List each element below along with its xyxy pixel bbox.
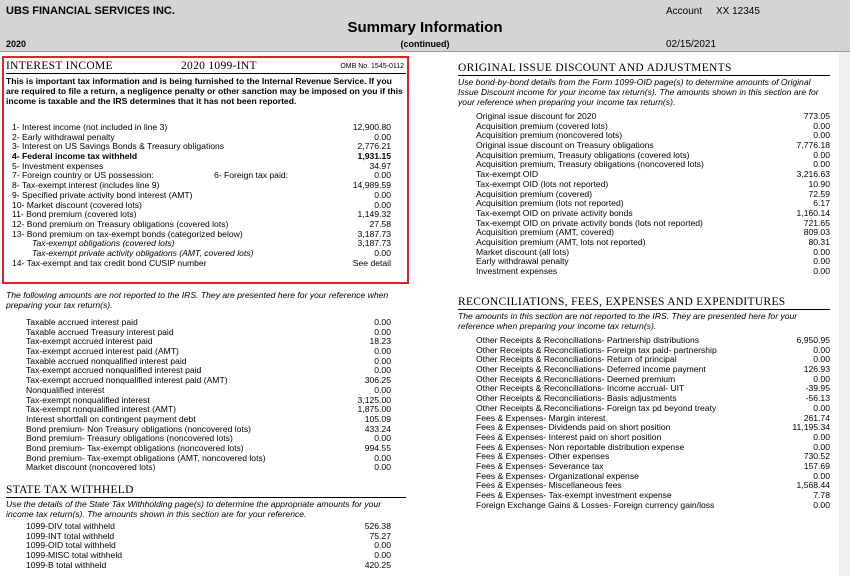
oid-value: 0.00	[813, 159, 830, 170]
vertical-scrollbar[interactable]	[839, 52, 850, 576]
not-reported-label: Interest shortfall on contingent payment debt	[26, 413, 196, 424]
omb-number: OMB No. 1545-0112	[340, 63, 404, 70]
not-reported-label: Taxable accrued Treasury interest paid	[26, 326, 174, 337]
oid-rows	[458, 112, 830, 277]
state-tax-label: 1099-OID total withheld	[26, 540, 116, 551]
recon-value: 0.00	[813, 354, 830, 365]
not-reported-label: Taxable accrued nonqualified interest paid	[26, 355, 187, 366]
section-rule	[6, 497, 406, 498]
oid-label: Original issue discount on Treasury obligations	[476, 140, 654, 151]
section-rule	[458, 309, 830, 310]
recon-rows	[458, 336, 830, 510]
interest-label: 2- Early withdrawal penalty	[12, 131, 115, 142]
oid-label: Acquisition premium (noncovered lots)	[476, 130, 623, 141]
recon-value: 0.00	[813, 373, 830, 384]
recon-value: 0.00	[813, 441, 830, 452]
recon-value: 0.00	[813, 402, 830, 413]
not-reported-label: Tax-exempt accrued interest paid (AMT)	[26, 346, 179, 357]
not-reported-rows	[6, 318, 406, 473]
recon-label: Other Receipts & Reconciliations- Deemed premium	[476, 373, 676, 384]
state-tax-label: 1099-INT total withheld	[26, 530, 115, 541]
interest-value: 0.00	[374, 170, 391, 181]
recon-label: Other Receipts & Reconciliations- Income accrual- UIT	[476, 383, 685, 394]
not-reported-value: 0.00	[374, 384, 391, 395]
oid-value: 0.00	[813, 120, 830, 131]
recon-label: Fees & Expenses- Organizational expense	[476, 470, 639, 481]
page-title: Summary Information	[347, 19, 503, 36]
oid-section	[458, 62, 830, 277]
interest-label: 10- Market discount (covered lots)	[12, 199, 142, 210]
not-reported-value: 0.00	[374, 355, 391, 366]
recon-label: Other Receipts & Reconciliations- Partnership distributions	[476, 335, 700, 345]
not-reported-label: Tax-exempt nonqualified interest	[26, 394, 150, 405]
state-tax-rows	[6, 522, 406, 570]
state-tax-section	[6, 484, 406, 570]
oid-label: Tax-exempt OID on private activity bonds	[476, 207, 633, 218]
oid-value: 0.00	[813, 256, 830, 267]
not-reported-value: 433.24	[364, 423, 391, 434]
interest-label: 11- Bond premium (covered lots)	[12, 209, 137, 220]
section-rule	[6, 73, 406, 74]
oid-label: Tax-exempt OID (lots not reported)	[476, 178, 609, 189]
not-reported-label: Bond premium- Tax-exempt obligations (noncovered lots)	[26, 442, 244, 453]
oid-label: Acquisition premium, Treasury obligations (covered lots)	[476, 149, 690, 160]
interest-income-title: INTEREST INCOME	[6, 60, 113, 72]
page-header	[0, 0, 850, 52]
interest-label: 13- Bond premium on tax-exempt bonds (categorized below)	[12, 228, 243, 239]
oid-label: Investment expenses	[476, 266, 558, 276]
not-reported-value: 18.23	[369, 336, 391, 347]
recon-value: -39.95	[805, 383, 830, 394]
interest-label: 4- Federal income tax withheld	[12, 151, 138, 162]
recon-label: Other Receipts & Reconciliations- Foreign tax pd beyond treaty	[476, 402, 717, 413]
state-tax-note: Use the details of the State Tax Withholding page(s) to determine the appropriate amounts for your income tax return(s). The amounts shown in this section are for your reference.	[6, 499, 382, 519]
state-tax-title: STATE TAX WITHHELD	[6, 484, 134, 496]
recon-section	[458, 296, 830, 510]
interest-value: See detail	[352, 257, 391, 268]
not-reported-label: Taxable accrued interest paid	[26, 317, 138, 327]
not-reported-label: Tax-exempt nonqualified interest (AMT)	[26, 404, 176, 415]
recon-label: Fees & Expenses- Interest paid on short position	[476, 431, 662, 442]
oid-label: Acquisition premium, Treasury obligations (noncovered lots)	[476, 159, 704, 170]
recon-value: 0.00	[813, 344, 830, 355]
account-number: XX 12345	[716, 6, 760, 17]
interest-extra-label: 6- Foreign tax paid:	[214, 170, 289, 181]
oid-label: Market discount (all lots)	[476, 246, 570, 257]
oid-value: 3,216.63	[796, 169, 830, 180]
tax-year: 2020	[6, 39, 27, 49]
oid-value: 773.05	[803, 111, 830, 121]
recon-label: Fees & Expenses- Other expenses	[476, 451, 610, 462]
interest-income-section	[6, 60, 406, 268]
interest-value: 0.00	[374, 189, 391, 200]
not-reported-value: 0.00	[374, 326, 391, 337]
firm-name: UBS FINANCIAL SERVICES INC.	[6, 5, 175, 17]
recon-value: 126.93	[803, 364, 830, 375]
interest-value: 0.00	[374, 247, 391, 258]
interest-value: 2,776.21	[357, 141, 391, 152]
recon-value: 0.00	[813, 470, 830, 481]
interest-label: 12- Bond premium on Treasury obligations (covered lots)	[12, 218, 229, 229]
oid-label: Acquisition premium (AMT, lots not reported)	[476, 236, 646, 247]
oid-value: 0.00	[813, 266, 830, 276]
oid-value: 0.00	[813, 130, 830, 141]
recon-value: 0.00	[813, 499, 830, 510]
recon-row	[458, 501, 830, 511]
not-reported-label: Market discount (noncovered lots)	[26, 462, 156, 473]
not-reported-value: 0.00	[374, 346, 391, 357]
form-name: 2020 1099-INT	[181, 60, 257, 72]
not-reported-label: Bond premium- Non Treasury obligations (noncovered lots)	[26, 423, 251, 434]
oid-value: 0.00	[813, 149, 830, 160]
recon-value: 730.52	[803, 451, 830, 462]
not-reported-value: 0.00	[374, 452, 391, 463]
interest-value: 3,187.73	[357, 238, 391, 249]
oid-note: Use bond-by-bond details from the Form 1099-OID page(s) to determine amounts of Original Issue Discount income for your income tax return(s). The amounts shown in this section are for your reference when preparing your income tax return(s).	[458, 77, 819, 107]
not-reported-label: Tax-exempt accrued interest paid	[26, 336, 153, 347]
not-reported-value: 306.25	[364, 375, 391, 386]
state-tax-label: 1099-B total withheld	[26, 559, 107, 570]
interest-label: Tax-exempt obligations (covered lots)	[32, 238, 175, 249]
interest-value: 0.00	[374, 199, 391, 210]
statement-date: 02/15/2021	[666, 39, 717, 50]
interest-value: 34.97	[369, 160, 391, 171]
not-reported-row	[6, 463, 406, 473]
account-label: Account	[666, 6, 703, 17]
oid-value: 6.17	[813, 198, 830, 209]
recon-value: 1,568.44	[796, 480, 830, 491]
recon-value: 261.74	[803, 412, 830, 423]
oid-value: 7,776.18	[796, 140, 830, 151]
recon-value: 6,950.95	[796, 335, 830, 345]
state-tax-value: 420.25	[364, 559, 391, 570]
interest-label: 3- Interest on US Savings Bonds & Treasury obligations	[12, 141, 225, 152]
interest-value: 12,900.80	[352, 122, 391, 132]
state-tax-value: 526.38	[364, 521, 391, 531]
recon-note: The amounts in this section are not reported to the IRS. They are presented here for your reference when preparing your income tax return(s).	[458, 311, 798, 331]
recon-value: 11,195.34	[792, 422, 830, 433]
not-reported-value: 0.00	[374, 433, 391, 444]
not-reported-label: Bond premium- Treasury obligations (noncovered lots)	[26, 433, 233, 444]
interest-label: 14- Tax-exempt and tax credit bond CUSIP number	[12, 257, 207, 268]
oid-label: Acquisition premium (lots not reported)	[476, 198, 624, 209]
recon-label: Fees & Expenses- Tax-exempt investment expense	[476, 490, 672, 500]
oid-label: Acquisition premium (AMT, covered)	[476, 227, 615, 238]
recon-value: -56.13	[805, 393, 830, 404]
not-reported-value: 0.00	[374, 365, 391, 376]
interest-rows	[6, 123, 406, 268]
recon-label: Foreign Exchange Gains & Losses- Foreign currency gain/loss	[476, 499, 715, 510]
not-reported-note: The following amounts are not reported to the IRS. They are presented here for your reference when preparing your tax return(s).	[6, 290, 389, 310]
not-reported-value: 0.00	[374, 462, 391, 473]
recon-value: 7.78	[813, 490, 830, 500]
interest-label: 9- Specified private activity bond interest (AMT)	[12, 189, 193, 200]
state-tax-value: 0.00	[374, 550, 391, 561]
recon-label: Fees & Expenses- Margin interest	[476, 412, 606, 423]
oid-label: Early withdrawal penalty	[476, 256, 569, 267]
state-tax-label: 1099-MISC total withheld	[26, 550, 123, 561]
recon-label: Fees & Expenses- Dividends paid on short position	[476, 422, 671, 433]
oid-value: 0.00	[813, 246, 830, 257]
oid-value: 10.90	[808, 178, 830, 189]
not-reported-value: 1,875.00	[357, 404, 391, 415]
interest-label: 7- Foreign country or US possession:	[12, 170, 154, 181]
state-tax-value: 75.27	[369, 530, 391, 541]
oid-label: Acquisition premium (covered)	[476, 188, 593, 199]
interest-label: Tax-exempt private activity obligations (AMT, covered lots)	[32, 247, 254, 258]
interest-value: 14,989.59	[352, 180, 391, 191]
not-reported-value: 3,125.00	[357, 394, 391, 405]
not-reported-section	[6, 290, 406, 473]
interest-value: 0.00	[374, 131, 391, 142]
interest-label: 5- Investment expenses	[12, 160, 104, 171]
oid-row	[458, 267, 830, 277]
interest-value: 27.58	[369, 218, 391, 229]
oid-label: Tax-exempt OID	[476, 169, 539, 180]
continued-label: (continued)	[400, 39, 450, 49]
oid-value: 721.65	[803, 217, 830, 228]
not-reported-value: 105.09	[364, 413, 391, 424]
oid-value: 809.03	[803, 227, 830, 238]
oid-label: Acquisition premium (covered lots)	[476, 120, 608, 131]
interest-value: 1,931.15	[357, 151, 391, 162]
oid-value: 1,160.14	[796, 207, 830, 218]
oid-value: 80.31	[808, 236, 830, 247]
not-reported-label: Tax-exempt accrued nonqualified interest paid	[26, 365, 202, 376]
oid-value: 72.59	[808, 188, 830, 199]
interest-row	[6, 259, 406, 269]
recon-label: Other Receipts & Reconciliations- Return of principal	[476, 354, 677, 365]
oid-label: Tax-exempt OID on private activity bonds (lots not reported)	[476, 217, 703, 228]
recon-value: 0.00	[813, 431, 830, 442]
recon-label: Fees & Expenses- Miscellaneous fees	[476, 480, 622, 491]
state-tax-label: 1099-DIV total withheld	[26, 521, 115, 531]
irs-notice: This is important tax information and is being furnished to the Internal Revenue Service. If you are required to file a return, a negligence penalty or other sanction may be imposed on you if this income is taxable and the IRS determines that it has not been reported.	[6, 76, 403, 106]
oid-label: Original issue discount for 2020	[476, 111, 597, 121]
recon-value: 157.69	[803, 460, 830, 471]
interest-label: 1- Interest income (not included in line 3)	[12, 122, 168, 132]
state-tax-row	[6, 561, 406, 571]
not-reported-label: Nonqualified interest	[26, 384, 105, 395]
oid-title: ORIGINAL ISSUE DISCOUNT AND ADJUSTMENTS	[458, 62, 732, 74]
recon-label: Fees & Expenses- Severance tax	[476, 460, 604, 471]
recon-label: Other Receipts & Reconciliations- Deferred income payment	[476, 364, 706, 375]
recon-title: RECONCILIATIONS, FEES, EXPENSES AND EXPENDITURES	[458, 296, 786, 308]
not-reported-label: Bond premium- Tax-exempt obligations (AMT, noncovered lots)	[26, 452, 266, 463]
state-tax-value: 0.00	[374, 540, 391, 551]
recon-label: Fees & Expenses- Non reportable distribution expense	[476, 441, 685, 452]
not-reported-value: 994.55	[364, 442, 391, 453]
interest-label: 8- Tax-exempt interest (includes line 9)	[12, 180, 160, 191]
not-reported-value: 0.00	[374, 317, 391, 327]
recon-label: Other Receipts & Reconciliations- Basis adjustments	[476, 393, 677, 404]
interest-income-header	[6, 60, 406, 73]
not-reported-label: Tax-exempt accrued nonqualified interest paid (AMT)	[26, 375, 228, 386]
recon-label: Other Receipts & Reconciliations- Foreign tax paid- partnership	[476, 344, 717, 355]
interest-value: 1,149.32	[357, 209, 391, 220]
interest-value: 3,187.73	[357, 228, 391, 239]
section-rule	[458, 75, 830, 76]
